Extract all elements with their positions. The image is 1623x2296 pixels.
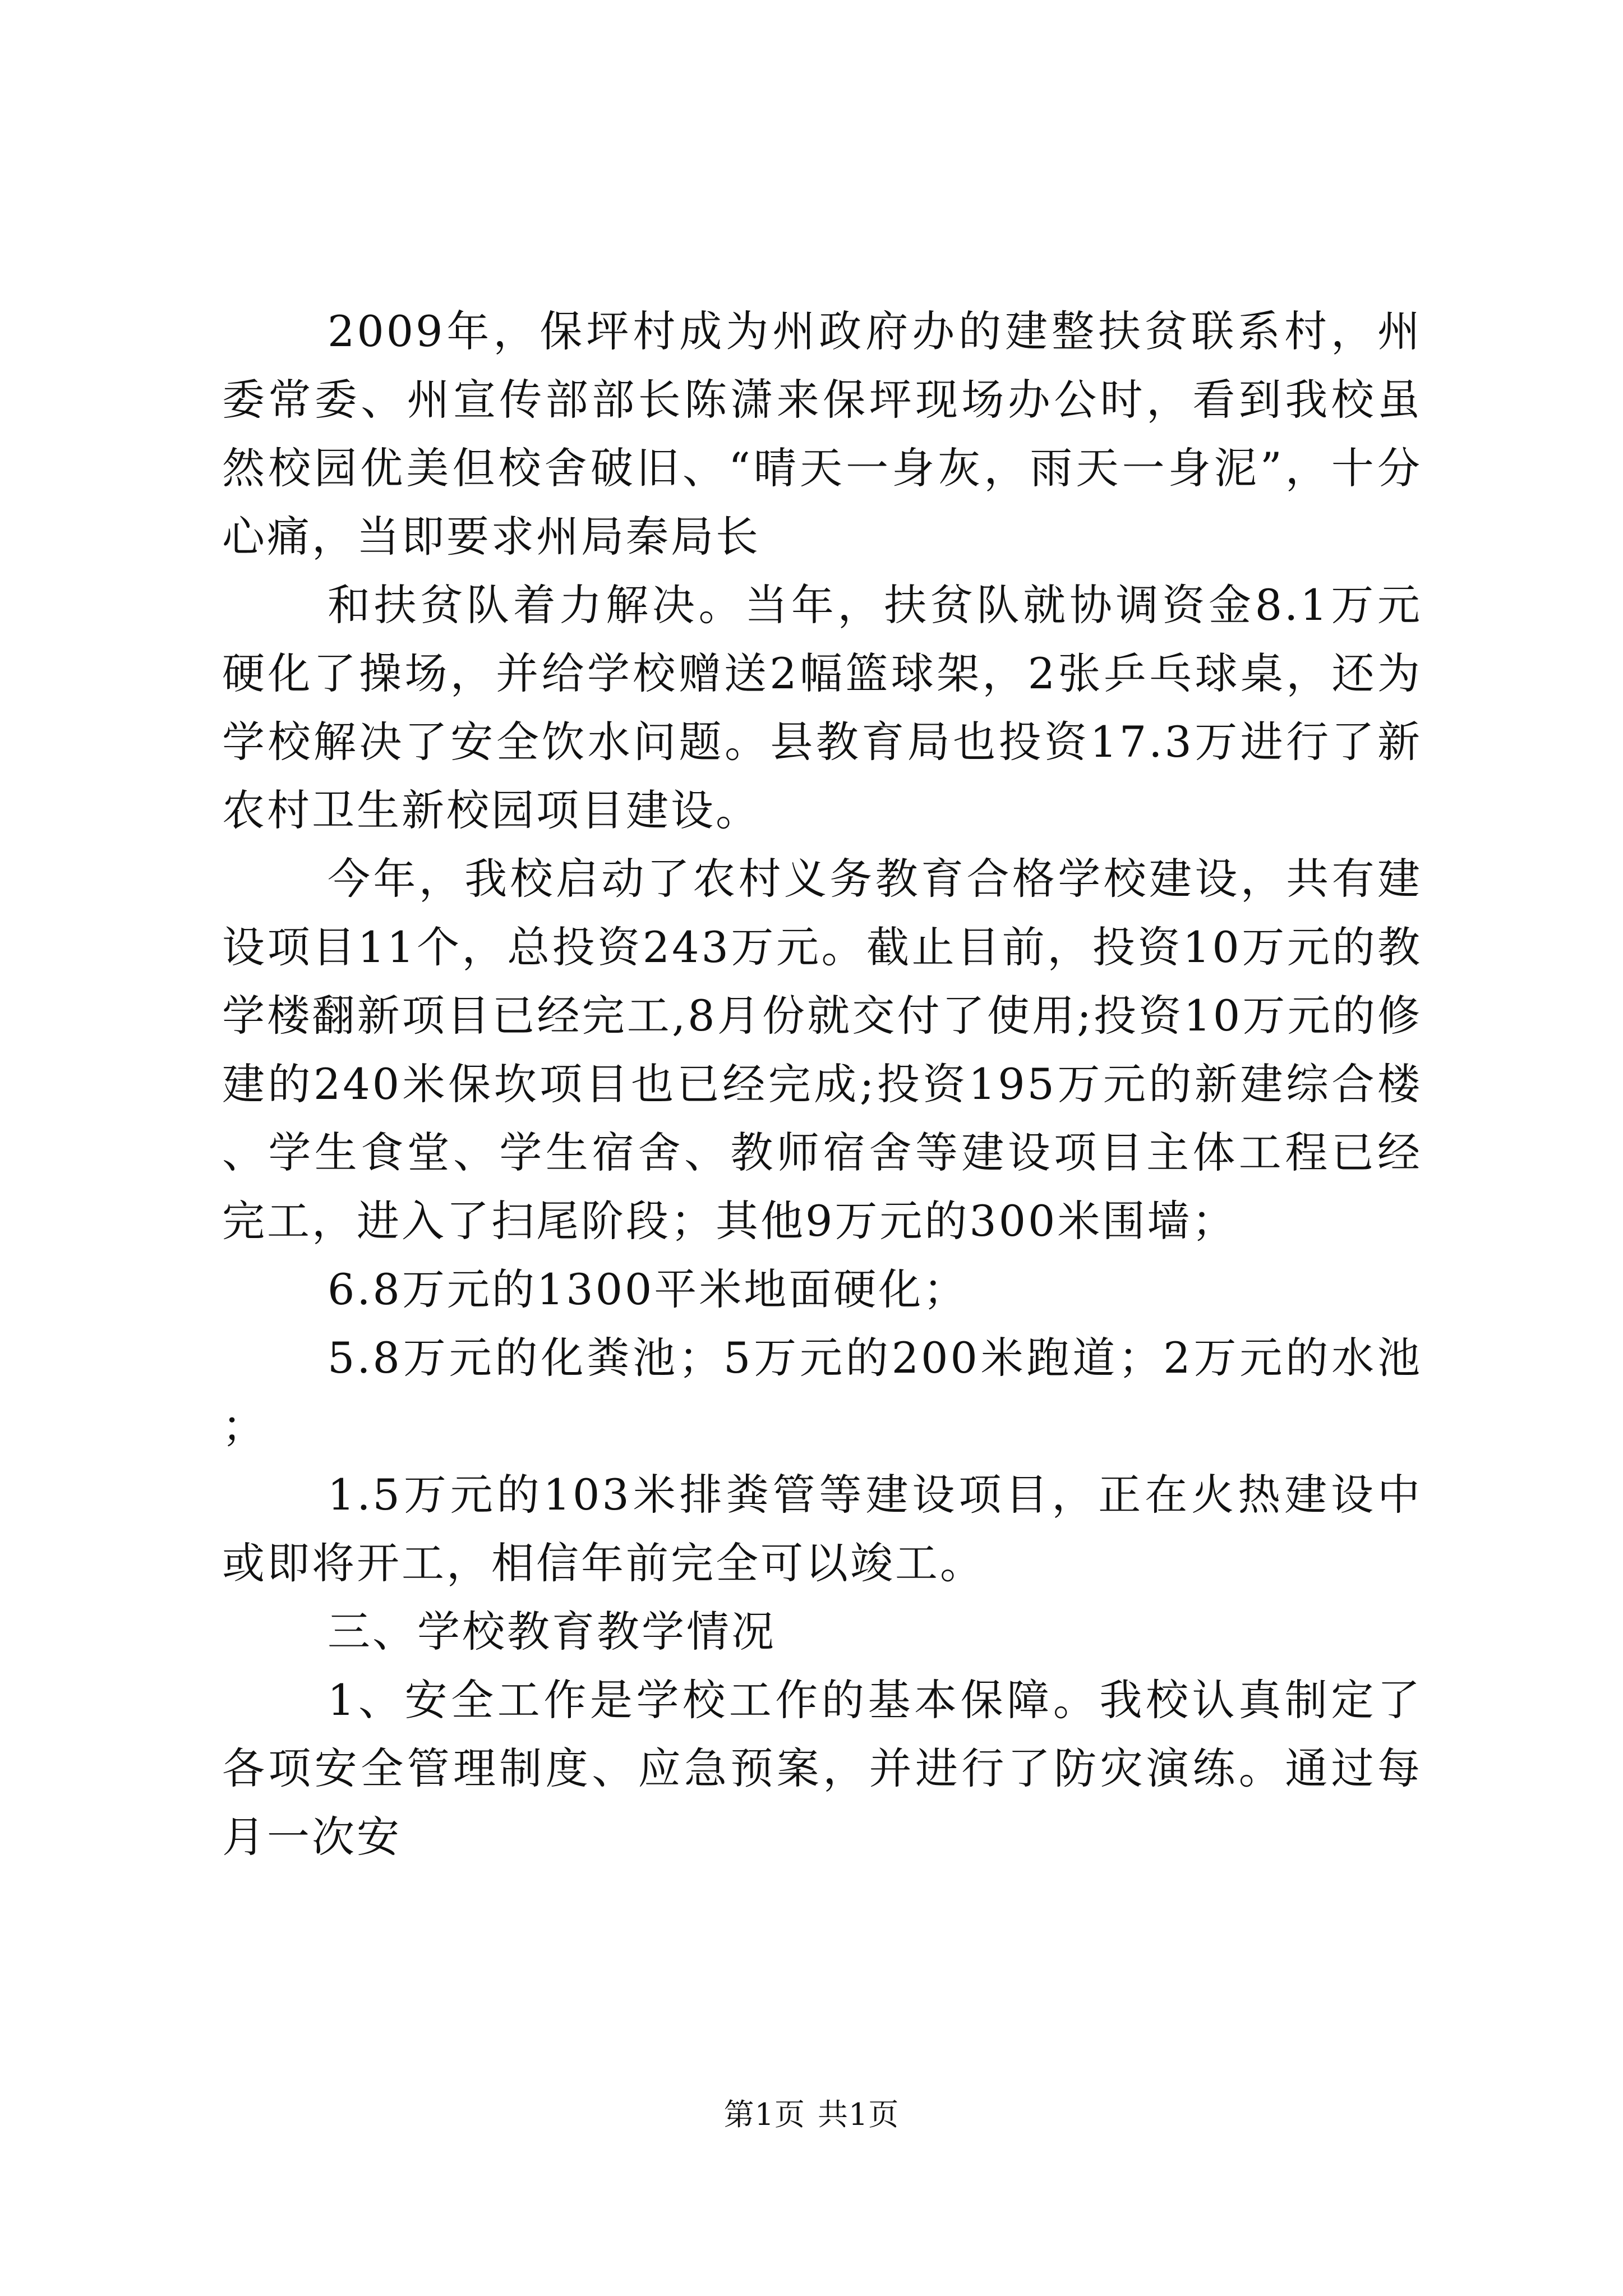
- document-body: [222, 297, 1422, 1871]
- page-number: 第1页: [723, 2097, 805, 2132]
- paragraph-1: 2009年，保坪村成为州政府办的建整扶贫联系村，州委常委、州宣传部部长陈潇来保坪现场办公时，看到我校虽然校园优美但校舍破旧、“晴天一身灰，雨天一身泥”，十分心痛，当即要求州局秦局长: [222, 306, 1422, 562]
- paragraph-6: 1.5万元的103米排粪管等建设项目，正在火热建设中或即将开工，相信年前完全可以竣工。: [222, 1470, 1422, 1588]
- section-heading: 三、学校教育教学情况: [328, 1607, 776, 1657]
- paragraph-4: 6.8万元的1300平米地面硬化；: [328, 1264, 969, 1314]
- paragraph-3: 今年，我校启动了农村义务教育合格学校建设，共有建设项目11个，总投资243万元。截止目前，投资10万元的教学楼翻新项目已经完工,8月份就交付了使用;投资10万元的修建的240米保坎项目也已经完成;投资195万元的新建综合楼、学生食堂、学生宿舍、教师宿舍等建设项目主体工程已经完工，进入了扫尾阶段；其他9万元的300米围墙；: [222, 854, 1422, 1246]
- paragraph-5: 5.8万元的化粪池；5万元的200米跑道；2万元的水池；: [222, 1333, 1422, 1451]
- paragraph-2: 和扶贫队着力解决。当年，扶贫队就协调资金8.1万元硬化了操场，并给学校赠送2幅篮球架，2张乒乓球桌，还为学校解决了安全饮水问题。县教育局也投资17.3万进行了新农村卫生新校园项目建设。: [222, 580, 1422, 835]
- page-total: 共1页: [818, 2097, 900, 2132]
- paragraph-7: 1、安全工作是学校工作的基本保障。我校认真制定了各项安全管理制度、应急预案，并进行了防灾演练。通过每月一次安: [222, 1675, 1422, 1862]
- page-footer: [0, 2095, 1623, 2134]
